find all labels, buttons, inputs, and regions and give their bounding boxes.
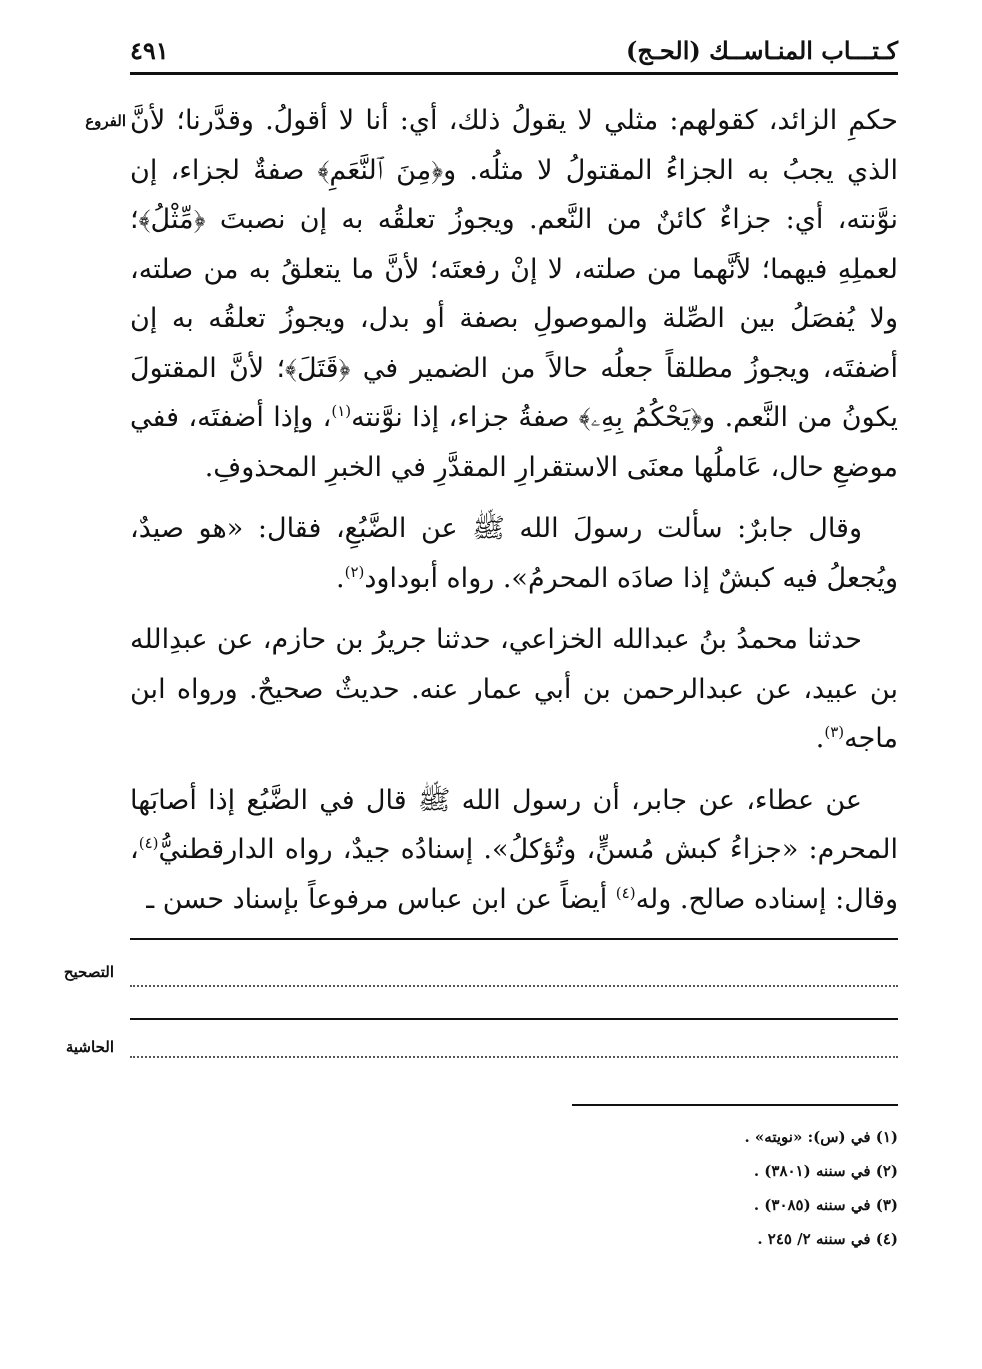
footnote-ref-3: (٣) [824, 723, 845, 741]
paragraph-4-text: عن عطاء، عن جابر، أن رسول الله ﷺ قال في الضَّبُع إذا أصابَها المحرم: «جزاءُ كبش مُسنٍّ، وتُؤكلُ». إسنادُه جيدٌ، رواه الدارقطنيُّ [130, 784, 898, 865]
paragraph-4 [130, 776, 898, 925]
paragraph-1-text: حكمِ الزائد، كقولهم: مثلي لا يقولُ ذلك، أي: أنا لا أقولُ. وقدَّرنا؛ لأنَّ الذي يجبُ به الجزاءُ المقتولُ لا مثلُه. و﴿مِنَ ٱلنَّعَمِ﴾ صفةٌ لجزاء، إن نوَّنته، أي: جزاءٌ كائنٌ من النَّعم. ويجوزُ تعلقُه به إن نصبتَ ﴿مِّثْلُ﴾؛ لعملِهِ فيهما؛ لأنَّهما من صلته، لا إنْ رفعتَه؛ لأنَّ ما يتعلقُ به من صلته، ولا يُفصَلُ بين الصِّلة والموصولِ بصفة أو بدل، ويجوزُ تعلقُه به إن أضفتَه، ويجوزُ مطلقاً جعلُه حالاً من الضمير في ﴿قَتَلَ﴾؛ لأنَّ المقتولَ يكونُ من النَّعم. و﴿يَحْكُمُ بِهِۦ﴾ صفةُ جزاء، إذا نوَّنته [130, 105, 898, 433]
footnote-ref-2: (٢) [344, 562, 365, 581]
paragraph-1-tail: ، وإذا أضفتَه، ففي موضعِ حال، عَاملُها معنَى الاستقرارِ المقدَّرِ في الخبرِ المحذوفِ. [130, 402, 898, 483]
paragraph-4-tail2: أيضاً عن ابن عباس مرفوعاً بإسناد حسن ـ [146, 883, 616, 915]
paragraph-1 [130, 96, 898, 492]
paragraph-2 [130, 504, 898, 603]
tashih-dotted-line [130, 985, 898, 987]
paragraph-4-tail: ، وقال: إسناده صالح. وله [130, 834, 898, 915]
side-label-tashih: التصحيح [63, 963, 114, 981]
footnotes [572, 1120, 898, 1256]
footnote-separator [572, 1104, 898, 1106]
tashih-top-rule [130, 938, 898, 940]
paragraph-3-tail: . [815, 723, 825, 754]
side-label-furu: الفروع [85, 112, 126, 130]
page-number: ٤٩١ [130, 36, 169, 65]
footnote-ref-4b: (٤) [615, 883, 636, 902]
footnote-3: (٣) في سننه (٣٠٨٥) . [753, 1196, 898, 1214]
footnote-1: (١) في (س): «نويته» . [744, 1128, 898, 1146]
paragraph-3 [130, 615, 898, 764]
hashiya-top-rule [130, 1018, 898, 1020]
footnote-4: (٤) في سننه ٢/ ٢٤٥ . [757, 1230, 898, 1248]
page-header [130, 36, 898, 68]
paragraph-2-text: وقال جابرٌ: سألت رسولَ الله ﷺ عن الضَّبُعِ، فقال: «هو صيدٌ، ويُجعلُ فيه كبشٌ إذا صادَه المحرمُ». رواه أبوداود [130, 513, 898, 594]
header-rule [130, 72, 898, 75]
hashiya-dotted-line [130, 1056, 898, 1058]
side-label-hashiya: الحاشية [65, 1038, 114, 1056]
paragraph-2-tail: . [336, 562, 345, 594]
footnote-2: (٢) في سننه (٣٨٠١) . [753, 1162, 898, 1180]
footnote-ref-4: (٤) [138, 834, 159, 852]
paragraph-3-text: حدثنا محمدُ بنُ عبدالله الخزاعي، حدثنا جريرُ بن حازم، عن عبدِالله بن عبيد، عن عبدالرحمن بن أبي عمار عنه. حديثٌ صحيحٌ. ورواه ابن ماجه [130, 624, 898, 754]
book-title: كـتـــاب المنـاســك (الحـج) [626, 36, 898, 65]
footnote-ref-1: (١) [331, 402, 352, 420]
main-text [130, 96, 898, 928]
